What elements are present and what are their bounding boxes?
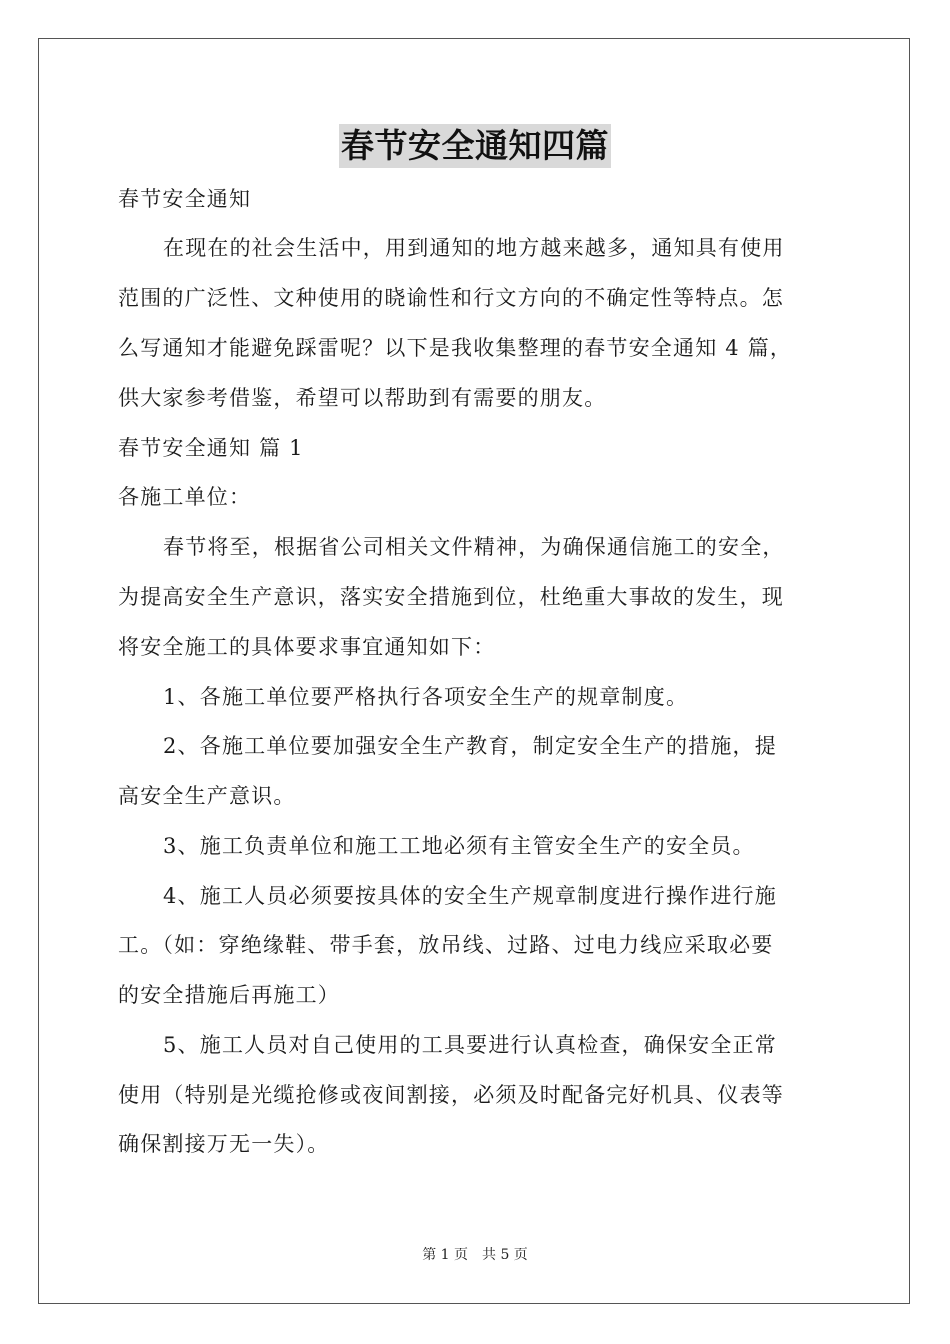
paragraph-line: 确保割接万无一失）。: [118, 1132, 330, 1156]
paragraph-line: 的安全措施后再施工）: [118, 983, 340, 1007]
list-item: 2、各施工单位要加强安全生产教育，制定安全生产的措施，提: [163, 734, 777, 758]
paragraph-line: 范围的广泛性、文种使用的晓谕性和行文方向的不确定性等特点。怎: [118, 286, 784, 310]
list-item: 1、各施工单位要严格执行各项安全生产的规章制度。: [163, 685, 689, 709]
list-item: 4、施工人员必须要按具体的安全生产规章制度进行操作进行施: [163, 884, 777, 908]
paragraph-line: 工。（如：穿绝缘鞋、带手套，放吊线、过路、过电力线应采取必要: [118, 933, 774, 957]
title-wrap: [0, 124, 950, 168]
page-number: 第 1 页: [422, 1247, 468, 1263]
list-item: 5、施工人员对自己使用的工具要进行认真检查，确保安全正常: [163, 1033, 777, 1057]
paragraph-line: 为提高安全生产意识，落实安全措施到位，杜绝重大事故的发生，现: [118, 585, 784, 609]
paragraph-line: 高安全生产意识。: [118, 784, 296, 808]
page-border: [38, 38, 910, 1304]
section-heading: 春节安全通知 篇 1: [118, 436, 304, 460]
paragraph-line: 春节将至，根据省公司相关文件精神，为确保通信施工的安全，: [163, 535, 785, 559]
page-total: 共 5 页: [482, 1247, 528, 1263]
page-footer: [0, 1246, 950, 1264]
paragraph-line: 在现在的社会生活中，用到通知的地方越来越多，通知具有使用: [163, 236, 785, 260]
document-title: 春节安全通知四篇: [339, 124, 611, 168]
paragraph-line: 供大家参考借鉴，希望可以帮助到有需要的朋友。: [118, 386, 607, 410]
salutation: 各施工单位：: [118, 485, 252, 509]
paragraph-line: 使用（特别是光缆抢修或夜间割接，必须及时配备完好机具、仪表等: [118, 1083, 784, 1107]
paragraph-line: 将安全施工的具体要求事宜通知如下：: [118, 635, 496, 659]
paragraph-line: 么写通知才能避免踩雷呢？以下是我收集整理的春节安全通知 4 篇，: [118, 336, 793, 360]
section-heading: 春节安全通知: [118, 187, 252, 211]
list-item: 3、施工负责单位和施工工地必须有主管安全生产的安全员。: [163, 834, 755, 858]
